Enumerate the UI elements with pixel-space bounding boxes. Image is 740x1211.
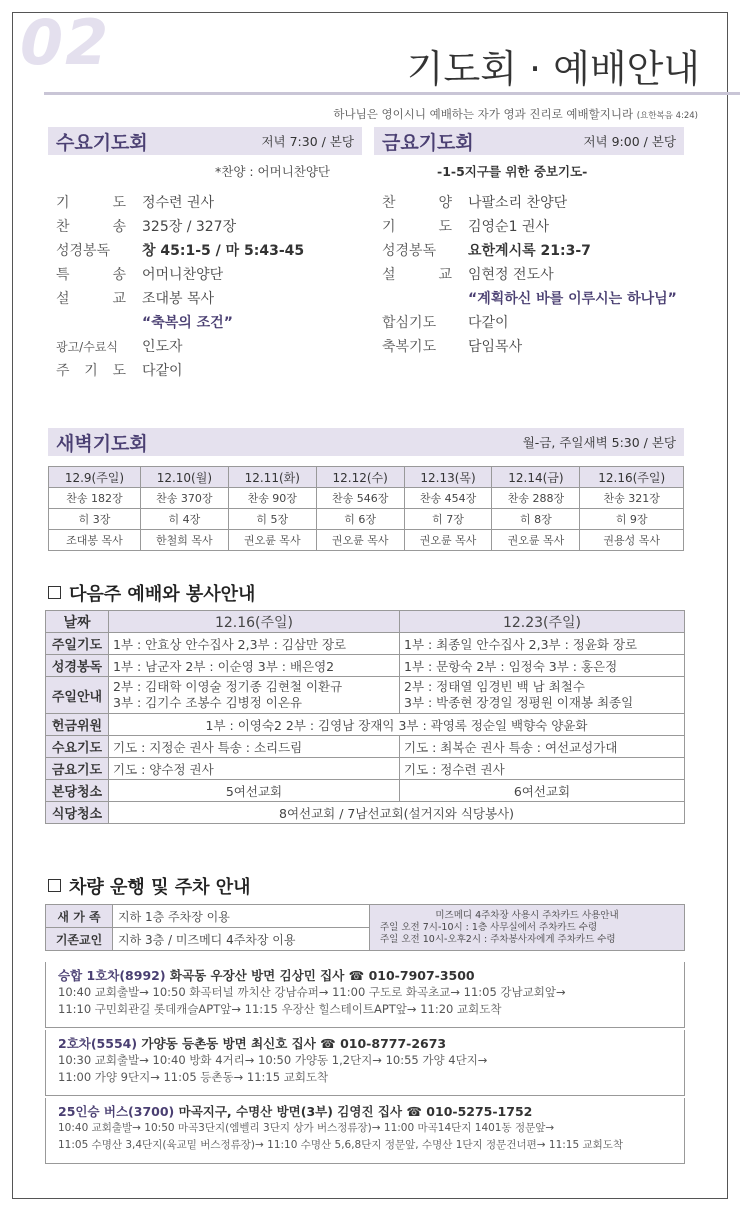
program-label [56,216,142,236]
bus-route [45,962,685,1028]
bus-name: 2호차(5554) [58,1036,138,1051]
title-rule [44,92,740,95]
route-contact: 마곡지구, 수명산 방면(3부) 김영진 집사 ☎ 010-5275-1752 [174,1104,533,1119]
route-title [58,1102,674,1120]
dawn-cell: 찬송 288장 [492,488,580,509]
existing-member-parking: 지하 3층 / 미즈메디 4주차장 이용 [113,928,370,951]
service-value-2 [400,677,685,714]
dawn-row [49,467,684,488]
dawn-cell: 권오륜 목사 [492,530,580,551]
label-char: 교 [112,291,126,307]
label-char: 설 [56,291,70,307]
line: 3부 : 김기수 조봉수 김병정 이온유 [113,695,303,710]
wednesday-program [56,190,304,382]
program-label [382,264,468,284]
program-value: 창 45:1-5 / 마 5:43-45 [142,243,305,259]
service-row [46,714,685,736]
program-label [382,312,468,332]
program-row [382,238,677,262]
service-value-2: 6여선교회 [400,780,685,802]
program-value: 담임목사 [468,339,523,355]
program-row [56,262,304,286]
service-row [46,633,685,655]
dawn-cell: 12.10(월) [140,467,228,488]
service-label: 주일안내 [46,677,109,714]
parking-card-note: 미즈메디 4주차장 사용시 주차카드 사용안내 주일 오전 7시-10시 : 1층 사무실에서 주차카드 수령 주일 오전 10시-오후2시 : 주차봉사자에게 주차카드 수령 [370,905,685,951]
dawn-cell: 찬송 370장 [140,488,228,509]
program-row [382,310,677,334]
dawn-cell: 조대봉 목사 [49,530,141,551]
dawn-cell: 찬송 546장 [316,488,404,509]
next-week-heading: 다음주 예배와 봉사안내 [48,580,255,606]
program-row [56,310,304,334]
program-value: “계획하신 바를 이루시는 하나님” [468,291,677,307]
route-title [58,966,674,984]
route-contact: 가양동 등촌동 방면 최신호 집사 ☎ 010-8777-2673 [137,1036,447,1051]
route-line: 11:05 수명산 3,4단지(육교밑 버스정류장)→ 11:10 수명산 5,6,8단지 정문앞, 수명산 1단지 정문건너편→ 11:15 교회도착 [58,1139,624,1151]
table-header-row [46,611,685,633]
dawn-cell: 12.13(목) [404,467,492,488]
label-char: 기 [84,363,98,379]
dawn-schedule-table [48,466,684,551]
label-text: 광고/수료식 [56,339,119,354]
label-char: 특 [56,267,70,283]
program-label [382,240,468,260]
service-row [46,677,685,714]
friday-program [382,190,677,358]
route-line: 11:00 가양 9단지→ 11:05 등촌동→ 11:15 교회도착 [58,1070,329,1084]
program-value: 김영순1 권사 [468,219,549,235]
label-char: 도 [438,219,452,235]
dawn-cell: 히 3장 [49,509,141,530]
label-char: 송 [112,267,126,283]
dawn-cell: 12.16(주일) [580,467,684,488]
label-char: 양 [438,195,452,211]
label-char: 도 [112,363,126,379]
label-text: 성경봉독 [382,243,437,259]
program-value: 임현정 전도사 [468,267,554,283]
label-char: 기 [382,219,396,235]
program-row [56,190,304,214]
program-value: 다같이 [468,315,509,331]
dawn-time: 월-금, 주일새벽 5:30 / 본당 [522,435,676,450]
program-row [382,214,677,238]
parking-table [45,904,685,951]
service-label: 수요기도 [46,736,109,758]
program-row [56,358,304,382]
dawn-cell: 12.11(화) [228,467,316,488]
label-char: 송 [112,219,126,235]
program-label [56,338,142,355]
service-label: 성경봉독 [46,655,109,677]
service-label: 주일기도 [46,633,109,655]
service-row [46,758,685,780]
dawn-row [49,509,684,530]
program-row [56,334,304,358]
line: 2부 : 김태학 이영술 정기종 김현철 이환규 [113,679,343,694]
dawn-cell: 권용성 목사 [580,530,684,551]
wednesday-title: 수요기도회 [56,131,148,154]
friday-subtitle: -1-5지구를 위한 중보기도- [437,164,588,179]
program-row [382,190,677,214]
service-row [46,736,685,758]
route-line: 10:30 교회출발→ 10:40 방화 4거리→ 10:50 가양동 1,2단지→ 10:55 가양 4단지→ [58,1053,488,1067]
service-value-1: 기도 : 지정순 권사 특송 : 소리드림 [109,736,400,758]
label-text: 합심기도 [382,315,437,331]
friday-header [374,127,684,155]
service-value: 8여선교회 / 7남선교회(설거지와 식당봉사) [109,802,685,824]
date-col-1: 12.16(주일) [109,611,400,633]
label-char: 교 [438,267,452,283]
dawn-cell: 히 7장 [404,509,492,530]
dawn-cell: 찬송 454장 [404,488,492,509]
label-char: 주 [56,363,70,379]
new-family-parking: 지하 1층 주차장 이용 [113,905,370,928]
service-value-2: 1부 : 문항숙 2부 : 임정숙 3부 : 홍은정 [400,655,685,677]
dawn-cell: 히 8장 [492,509,580,530]
program-value: 인도자 [142,339,183,355]
date-col-2: 12.23(주일) [400,611,685,633]
friday-title: 금요기도회 [382,131,474,154]
dawn-cell: 12.12(수) [316,467,404,488]
program-row [56,214,304,238]
program-value: 325장 / 327장 [142,219,237,235]
page-title: 기도회 · 예배안내 [406,47,700,91]
wednesday-time: 저녁 7:30 / 본당 [261,134,354,149]
service-value-1: 기도 : 양수정 권사 [109,758,400,780]
program-value: 요한계시록 21:3-7 [468,243,591,259]
program-row [382,334,677,358]
program-value: 조대봉 목사 [142,291,215,307]
dawn-cell: 찬송 90장 [228,488,316,509]
service-label: 본당청소 [46,780,109,802]
program-value: 어머니찬양단 [142,267,224,283]
label-char: 찬 [56,219,70,235]
service-value-1: 5여선교회 [109,780,400,802]
service-label: 금요기도 [46,758,109,780]
service-label: 헌금위원 [46,714,109,736]
bus-route [45,1098,685,1164]
vehicle-heading: 차량 운행 및 주차 안내 [48,873,251,899]
program-label [382,192,468,212]
service-value-1: 1부 : 안효상 안수집사 2,3부 : 김삼만 장로 [109,633,400,655]
page-number: 02 [20,6,111,79]
dawn-title: 새벽기도회 [56,432,148,455]
program-label [382,216,468,236]
program-row [382,262,677,286]
wednesday-header [48,127,362,155]
dawn-cell: 한철희 목사 [140,530,228,551]
route-line: 10:40 교회출발→ 10:50 화곡터널 까치산 강남슈퍼→ 11:00 구도로 화곡초교→ 11:05 강남교회앞→ [58,985,566,999]
program-label [56,360,142,380]
existing-member-label: 기존교인 [46,928,113,951]
label-text: 성경봉독 [56,243,111,259]
line: 2부 : 정태열 임경빈 백 남 최철수 [404,679,585,694]
program-row [382,286,677,310]
dawn-cell: 권오륜 목사 [316,530,404,551]
service-value-2: 기도 : 정수련 권사 [400,758,685,780]
dawn-cell: 권오륜 목사 [228,530,316,551]
dawn-header [48,428,684,456]
label-char: 설 [382,267,396,283]
program-label [56,240,142,260]
program-label [382,336,468,356]
service-row [46,780,685,802]
route-title [58,1034,674,1052]
dawn-cell: 찬송 182장 [49,488,141,509]
program-label [56,192,142,212]
program-row [56,238,304,262]
label-char: 도 [112,195,126,211]
label-text: 축복기도 [382,339,437,355]
bus-route [45,1030,685,1096]
program-value: 정수련 권사 [142,195,215,211]
next-week-table [45,610,685,824]
dawn-cell: 12.14(금) [492,467,580,488]
program-value: 나팔소리 찬양단 [468,195,568,211]
service-value-2: 기도 : 최복순 권사 특송 : 여선교성가대 [400,736,685,758]
service-label: 식당청소 [46,802,109,824]
label-char: 찬 [382,195,396,211]
dawn-cell: 권오륜 목사 [404,530,492,551]
service-value-2: 1부 : 최종일 안수집사 2,3부 : 정윤화 장로 [400,633,685,655]
program-value: “축복의 조건” [142,315,233,331]
dawn-cell: 12.9(주일) [49,467,141,488]
service-value-1 [109,677,400,714]
route-contact: 화곡동 우장산 방면 김상민 집사 ☎ 010-7907-3500 [165,968,475,983]
date-header: 날짜 [46,611,109,633]
service-row [46,802,685,824]
route-line: 11:10 구민회관길 롯데캐슬APT앞→ 11:15 우장산 힐스테이트APT앞→ 11:20 교회도착 [58,1002,502,1016]
program-label [56,264,142,284]
service-row [46,655,685,677]
friday-time: 저녁 9:00 / 본당 [583,134,676,149]
wednesday-subtitle: *찬양 : 어머니찬양단 [215,164,331,179]
bus-name: 25인승 버스(3700) [58,1104,175,1119]
dawn-cell: 히 6장 [316,509,404,530]
dawn-row [49,488,684,509]
new-family-label: 새 가 족 [46,905,113,928]
dawn-cell: 히 5장 [228,509,316,530]
program-row [56,286,304,310]
dawn-cell: 히 4장 [140,509,228,530]
dawn-row [49,530,684,551]
route-line: 10:40 교회출발→ 10:50 마곡3단지(엠벨리 3단지 상가 버스정류장)→ 11:00 마곡14단지 1401동 정문앞→ [58,1122,555,1134]
bus-name: 승합 1호차(8992) [58,968,166,983]
bible-verse: 하나님은 영이시니 예배하는 자가 영과 진리로 예배할지니라 (요한복음 4:24) [333,107,698,121]
dawn-cell: 찬송 321장 [580,488,684,509]
program-value: 다같이 [142,363,183,379]
line: 3부 : 박종현 장경일 정평원 이재봉 최종일 [404,695,634,710]
service-value: 1부 : 이영숙2 2부 : 김영남 장재익 3부 : 곽영록 정순일 백향숙 양윤화 [109,714,685,736]
service-value-1: 1부 : 남군자 2부 : 이순영 3부 : 배은영2 [109,655,400,677]
dawn-cell: 히 9장 [580,509,684,530]
label-char: 기 [56,195,70,211]
program-label [56,288,142,308]
